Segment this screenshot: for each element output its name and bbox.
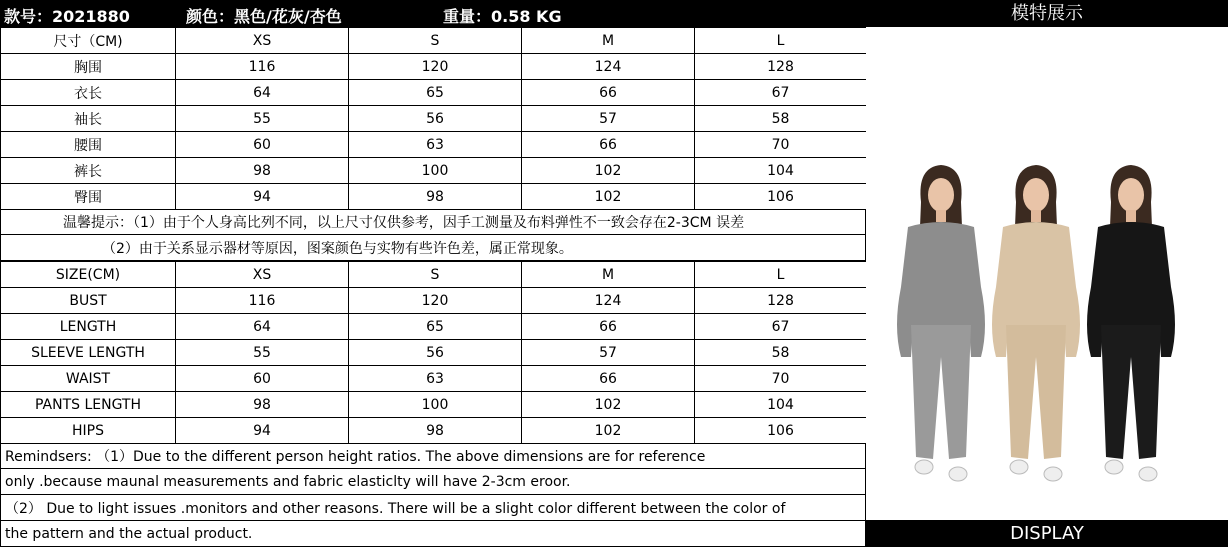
size-table-english <box>0 261 867 444</box>
table-cell: 58 <box>695 340 867 366</box>
table-cell: 102 <box>522 418 695 444</box>
table-cell: 55 <box>176 106 349 132</box>
row-label: 袖长 <box>1 106 176 132</box>
table-cell: 63 <box>349 366 522 392</box>
row-label: LENGTH <box>1 314 176 340</box>
table-cell: 106 <box>695 418 867 444</box>
column-header: XS <box>176 262 349 288</box>
row-label: 裤长 <box>1 158 176 184</box>
table-row <box>1 132 867 158</box>
table-row <box>1 54 867 80</box>
column-header: M <box>522 28 695 54</box>
note-en-line-2: only .because maunal measurements and fabric elasticlty will have 2-3cm eroor. <box>0 469 866 495</box>
table-cell: 60 <box>176 366 349 392</box>
column-header: S <box>349 28 522 54</box>
column-header: M <box>522 262 695 288</box>
table-cell: 98 <box>349 418 522 444</box>
table-cell: 70 <box>695 366 867 392</box>
table-cell: 94 <box>176 184 349 210</box>
table-cell: 65 <box>349 314 522 340</box>
column-header: SIZE(CM) <box>1 262 176 288</box>
column-header: 尺寸（CM) <box>1 28 176 54</box>
cn_table-header-row <box>1 28 867 54</box>
table-cell: 65 <box>349 80 522 106</box>
size-table-chinese <box>0 27 867 210</box>
table-cell: 120 <box>349 288 522 314</box>
model-figure-grey <box>897 165 985 481</box>
note-cn-line-2: （2）由于关系显示器材等原因，图案颜色与实物有些许色差，属正常现象。 <box>0 235 866 261</box>
column-header: S <box>349 262 522 288</box>
table-cell: 64 <box>176 314 349 340</box>
table-row <box>1 418 867 444</box>
product-info-bar <box>0 0 866 27</box>
table-cell: 116 <box>176 54 349 80</box>
row-label: 腰围 <box>1 132 176 158</box>
row-label: 衣长 <box>1 80 176 106</box>
row-label: BUST <box>1 288 176 314</box>
table-cell: 66 <box>522 132 695 158</box>
en_table-header-row <box>1 262 867 288</box>
table-cell: 64 <box>176 80 349 106</box>
row-label: WAIST <box>1 366 176 392</box>
table-cell: 57 <box>522 340 695 366</box>
model-figure-apricot <box>992 165 1080 481</box>
row-label: 胸围 <box>1 54 176 80</box>
table-row <box>1 184 867 210</box>
column-header: L <box>695 262 867 288</box>
model-photo <box>866 27 1228 520</box>
row-label: HIPS <box>1 418 176 444</box>
table-cell: 66 <box>522 80 695 106</box>
style-number: 款号：2021880 <box>4 7 130 26</box>
table-row <box>1 340 867 366</box>
table-cell: 104 <box>695 158 867 184</box>
table-row <box>1 106 867 132</box>
note-cn-line-1: 温馨提示：（1）由于个人身高比列不同，以上尺寸仅供参考，因手工测量及布料弹性不一致会存在2-3CM 误差 <box>0 209 866 235</box>
table-cell: 106 <box>695 184 867 210</box>
column-header: XS <box>176 28 349 54</box>
table-cell: 63 <box>349 132 522 158</box>
model-illustration <box>866 27 1228 520</box>
row-label: PANTS LENGTH <box>1 392 176 418</box>
note-en-line-4: the pattern and the actual product. <box>0 521 866 547</box>
table-cell: 102 <box>522 184 695 210</box>
table-cell: 67 <box>695 80 867 106</box>
row-label: SLEEVE LENGTH <box>1 340 176 366</box>
table-row <box>1 158 867 184</box>
table-cell: 57 <box>522 106 695 132</box>
table-cell: 120 <box>349 54 522 80</box>
table-cell: 102 <box>522 392 695 418</box>
color-options: 颜色：黑色/花灰/杏色 <box>186 7 342 26</box>
table-cell: 128 <box>695 54 867 80</box>
row-label: 臀围 <box>1 184 176 210</box>
display-label: DISPLAY <box>866 520 1228 547</box>
table-cell: 100 <box>349 158 522 184</box>
table-row <box>1 392 867 418</box>
column-header: L <box>695 28 867 54</box>
table-cell: 66 <box>522 314 695 340</box>
table-row <box>1 80 867 106</box>
table-cell: 102 <box>522 158 695 184</box>
table-cell: 124 <box>522 288 695 314</box>
table-cell: 58 <box>695 106 867 132</box>
table-cell: 98 <box>176 158 349 184</box>
table-row <box>1 366 867 392</box>
table-cell: 104 <box>695 392 867 418</box>
model-panel <box>866 0 1228 547</box>
weight: 重量：0.58 KG <box>443 7 562 26</box>
table-cell: 98 <box>349 184 522 210</box>
note-en-line-3: （2） Due to light issues .monitors and other reasons. There will be a slight color different between the color of <box>0 495 866 521</box>
table-cell: 100 <box>349 392 522 418</box>
table-cell: 116 <box>176 288 349 314</box>
table-cell: 55 <box>176 340 349 366</box>
table-row <box>1 314 867 340</box>
table-cell: 94 <box>176 418 349 444</box>
table-cell: 98 <box>176 392 349 418</box>
table-cell: 70 <box>695 132 867 158</box>
table-row <box>1 288 867 314</box>
note-en-line-1: Remindsers: （1）Due to the different person height ratios. The above dimensions are for reference <box>0 443 866 469</box>
table-cell: 56 <box>349 340 522 366</box>
table-cell: 67 <box>695 314 867 340</box>
table-cell: 128 <box>695 288 867 314</box>
table-cell: 56 <box>349 106 522 132</box>
table-cell: 66 <box>522 366 695 392</box>
model-title: 模特展示 <box>866 0 1228 27</box>
model-figure-black <box>1087 165 1175 481</box>
table-cell: 60 <box>176 132 349 158</box>
table-cell: 124 <box>522 54 695 80</box>
